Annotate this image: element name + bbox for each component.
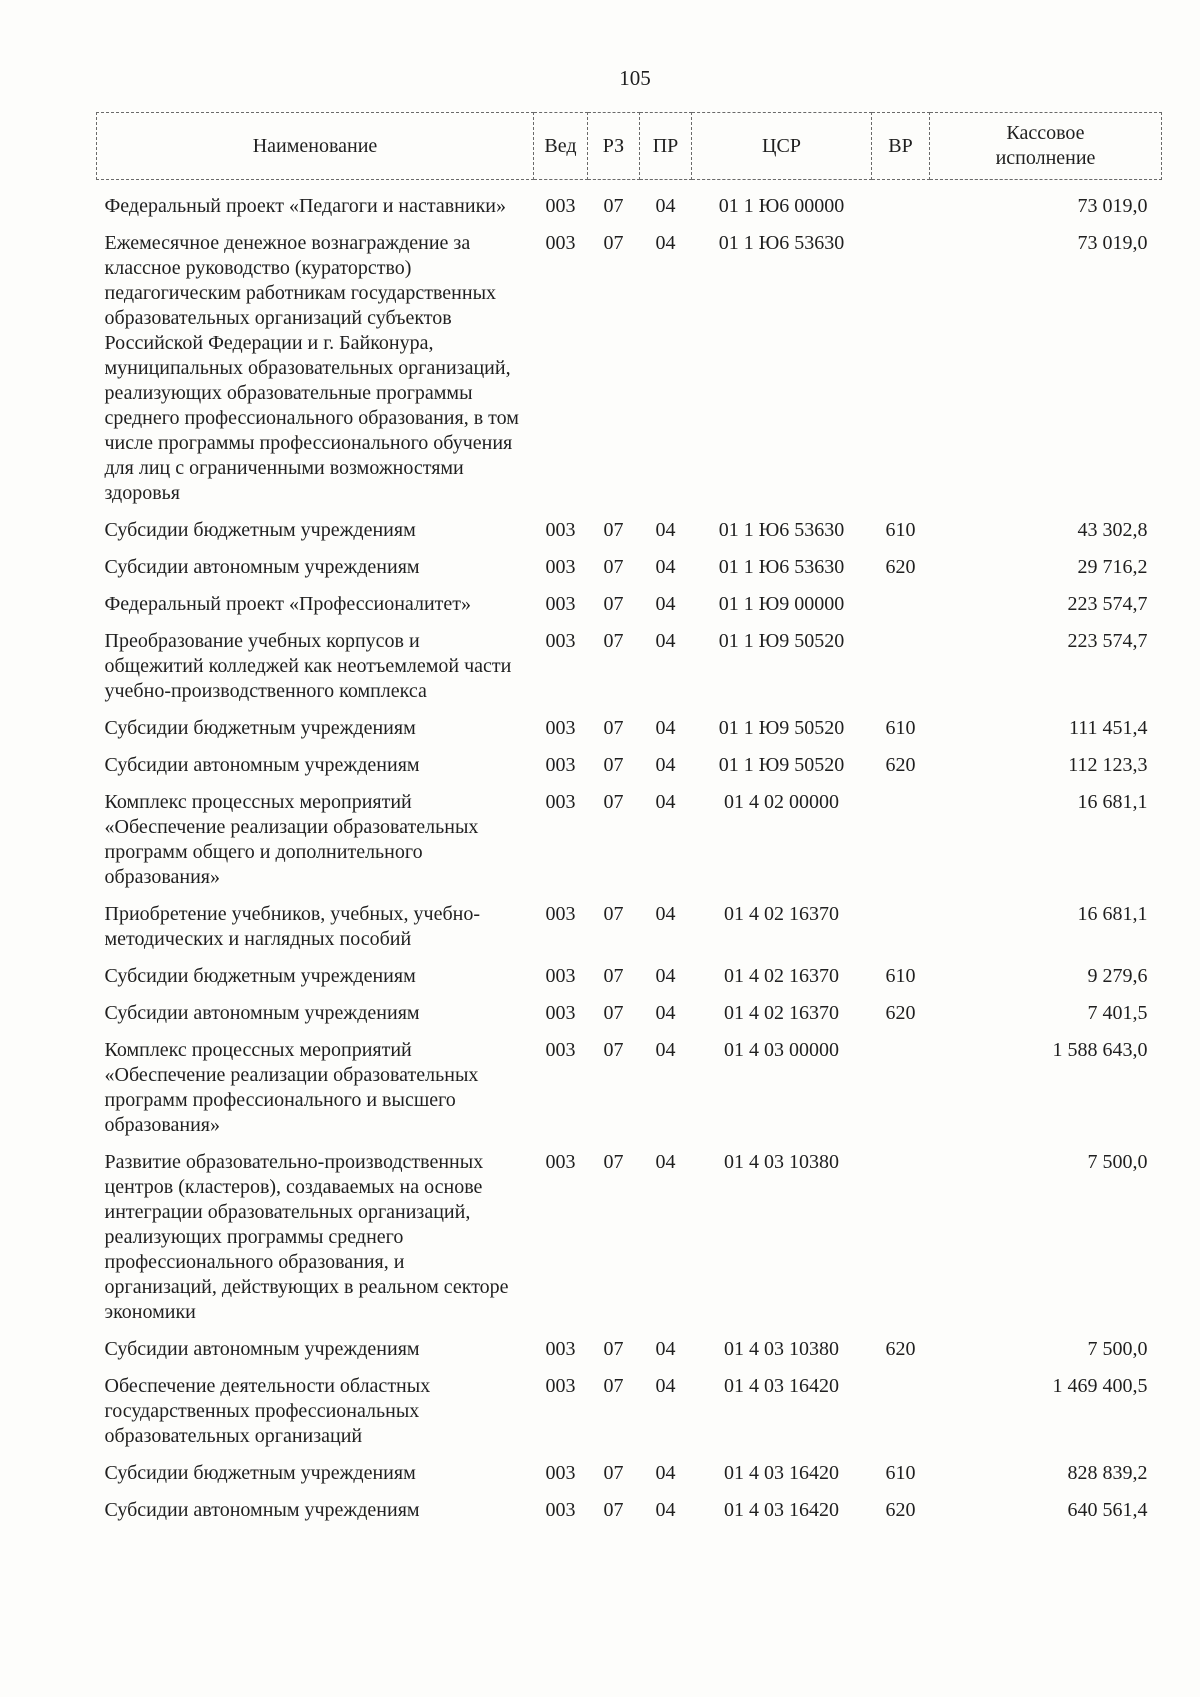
header-rz: РЗ [588,113,640,180]
cell-rz: 07 [603,1151,624,1173]
cell-rz: 07 [603,519,624,541]
cell-name: Федеральный проект «Профессионалитет» [104,593,472,615]
cell-rz: 07 [603,1499,624,1521]
cell-pr: 04 [655,717,676,739]
cell-vr [872,223,930,510]
cell-csr: 01 4 02 00000 [724,791,839,813]
table-body [97,180,1162,1528]
page-number: 105 [619,66,651,90]
header-pr: ПР [640,113,692,180]
cell-amount: 29 716,2 [1077,556,1148,578]
table-row [97,180,1162,224]
cell-ved: 003 [545,791,576,813]
cell-amount: 16 681,1 [1077,791,1148,813]
cell-ved: 003 [545,754,576,776]
cell-ved: 003 [545,1375,576,1397]
cell-amount: 16 681,1 [1077,903,1148,925]
cell-rz: 07 [603,965,624,987]
cell-pr: 04 [655,903,676,925]
cell-amount: 640 561,4 [1067,1499,1148,1521]
cell-amount: 112 123,3 [1068,754,1148,776]
cell-csr: 01 1 Ю6 53630 [718,232,845,254]
cell-pr: 04 [655,556,676,578]
cell-pr: 04 [655,593,676,615]
cell-amount: 828 839,2 [1067,1462,1148,1484]
table-row [97,745,1162,782]
cell-amount: 73 019,0 [1077,232,1148,254]
cell-csr: 01 4 02 16370 [724,903,839,925]
cell-vr: 620 [885,556,916,578]
cell-vr: 620 [885,754,916,776]
cell-pr: 04 [655,791,676,813]
cell-amount: 7 500,0 [1087,1151,1148,1173]
cell-amount: 223 574,7 [1067,593,1148,615]
cell-ved: 003 [545,1462,576,1484]
cell-vr [872,1142,930,1329]
table-row [97,547,1162,584]
table-row [97,1490,1162,1527]
cell-rz: 07 [603,1002,624,1024]
cell-vr: 610 [885,1462,916,1484]
cell-ved: 003 [545,965,576,987]
table-row [97,1366,1162,1453]
cell-amount: 223 574,7 [1067,630,1148,652]
cell-pr: 04 [655,965,676,987]
table-row [97,993,1162,1030]
cell-rz: 07 [603,903,624,925]
cell-ved: 003 [545,1039,576,1061]
cell-csr: 01 1 Ю9 00000 [718,593,845,615]
cell-csr: 01 4 02 16370 [724,1002,839,1024]
cell-pr: 04 [655,1151,676,1173]
cell-ved: 003 [545,630,576,652]
table-row [97,621,1162,708]
cell-pr: 04 [655,630,676,652]
cell-name: Субсидии бюджетным учреждениям [104,717,416,739]
cell-vr [872,180,930,224]
cell-name: Субсидии бюджетным учреждениям [104,965,416,987]
cell-name: Субсидии автономным учреждениям [104,1002,420,1024]
cell-rz: 07 [603,1338,624,1360]
cell-csr: 01 4 03 16420 [724,1462,839,1484]
cell-name: Обеспечение деятельности областных государственных профессиональных образовательных организаций [104,1375,431,1447]
cell-csr: 01 4 03 16420 [724,1375,839,1397]
cell-name: Преобразование учебных корпусов и общежитий колледжей как неотъемлемой части учебно-производственного комплекса [104,630,512,702]
cell-vr [872,584,930,621]
table-row [97,1142,1162,1329]
cell-pr: 04 [655,1002,676,1024]
cell-csr: 01 1 Ю6 00000 [718,195,845,217]
cell-pr: 04 [655,1375,676,1397]
cell-ved: 003 [545,1338,576,1360]
cell-rz: 07 [603,717,624,739]
cell-amount: 1 469 400,5 [1052,1375,1148,1397]
cell-pr: 04 [655,1039,676,1061]
cell-csr: 01 1 Ю9 50520 [718,630,845,652]
cell-rz: 07 [603,195,624,217]
cell-ved: 003 [545,717,576,739]
cell-pr: 04 [655,1499,676,1521]
budget-table [96,112,1162,1527]
cell-vr: 620 [885,1002,916,1024]
cell-name: Субсидии автономным учреждениям [104,754,420,776]
cell-vr: 610 [885,717,916,739]
table-row [97,510,1162,547]
cell-name: Субсидии автономным учреждениям [104,556,420,578]
table-row [97,782,1162,894]
cell-pr: 04 [655,754,676,776]
cell-vr: 620 [885,1338,916,1360]
cell-amount: 111 451,4 [1068,717,1148,739]
table-row [97,1030,1162,1142]
cell-ved: 003 [545,593,576,615]
header-vr: ВР [872,113,930,180]
cell-name: Развитие образовательно-производственных центров (кластеров), создаваемых на основе интеграции образовательных организаций, реализующих программы среднего профессионального образования, и организаций, действующих в реальном секторе экономики [104,1151,509,1323]
cell-name: Приобретение учебников, учебных, учебно-методических и наглядных пособий [104,903,480,950]
cell-ved: 003 [545,556,576,578]
cell-ved: 003 [545,1499,576,1521]
cell-name: Комплекс процессных мероприятий «Обеспечение реализации образовательных программ общего и дополнительного образования» [104,791,479,888]
cell-csr: 01 4 03 10380 [724,1338,839,1360]
budget-table-container [96,112,1161,1527]
cell-vr: 620 [885,1499,916,1521]
header-name: Наименование [97,113,534,180]
cell-name: Субсидии бюджетным учреждениям [104,519,416,541]
cell-name: Комплекс процессных мероприятий «Обеспечение реализации образовательных программ профессионального и высшего образования» [104,1039,479,1136]
cell-name: Ежемесячное денежное вознаграждение за классное руководство (кураторство) педагогическим работникам государственных образовательных организаций субъектов Российской Федерации и г. Байконура, муниципальных образовательных организаций, реализующих образовательные программы среднего профессионального образования, в том числе программы профессионального обучения для лиц с ограниченными возможностями здоровья [104,232,519,504]
table-row [97,956,1162,993]
cell-amount: 73 019,0 [1077,195,1148,217]
cell-rz: 07 [603,1462,624,1484]
cell-rz: 07 [603,232,624,254]
table-row [97,708,1162,745]
cell-amount: 9 279,6 [1087,965,1148,987]
cell-pr: 04 [655,232,676,254]
cell-vr: 610 [885,519,916,541]
cell-csr: 01 4 03 10380 [724,1151,839,1173]
cell-rz: 07 [603,1039,624,1061]
cell-rz: 07 [603,630,624,652]
cell-csr: 01 1 Ю9 50520 [718,717,845,739]
cell-ved: 003 [545,1151,576,1173]
header-ved: Вед [534,113,588,180]
cell-rz: 07 [603,754,624,776]
cell-vr [872,894,930,956]
cell-amount: 7 401,5 [1087,1002,1148,1024]
cell-name: Федеральный проект «Педагоги и наставники» [104,195,506,217]
cell-ved: 003 [545,519,576,541]
cell-vr [872,1366,930,1453]
cell-rz: 07 [603,1375,624,1397]
table-header [97,113,1162,180]
cell-ved: 003 [545,232,576,254]
table-row [97,894,1162,956]
cell-ved: 003 [545,195,576,217]
cell-csr: 01 4 03 00000 [724,1039,839,1061]
cell-csr: 01 1 Ю9 50520 [718,754,845,776]
cell-amount: 43 302,8 [1077,519,1148,541]
cell-csr: 01 1 Ю6 53630 [718,556,845,578]
cell-pr: 04 [655,1462,676,1484]
table-row [97,1329,1162,1366]
cell-rz: 07 [603,791,624,813]
table-row [97,1453,1162,1490]
cell-pr: 04 [655,195,676,217]
cell-amount: 1 588 643,0 [1052,1039,1148,1061]
header-csr: ЦСР [692,113,872,180]
cell-rz: 07 [603,593,624,615]
cell-vr: 610 [885,965,916,987]
cell-csr: 01 4 03 16420 [724,1499,839,1521]
cell-pr: 04 [655,1338,676,1360]
cell-ved: 003 [545,903,576,925]
cell-ved: 003 [545,1002,576,1024]
table-row [97,584,1162,621]
cell-csr: 01 4 02 16370 [724,965,839,987]
cell-vr [872,621,930,708]
cell-vr [872,1030,930,1142]
table-row [97,223,1162,510]
cell-rz: 07 [603,556,624,578]
cell-name: Субсидии бюджетным учреждениям [104,1462,416,1484]
cell-pr: 04 [655,519,676,541]
cell-name: Субсидии автономным учреждениям [104,1338,420,1360]
cell-amount: 7 500,0 [1087,1338,1148,1360]
cell-name: Субсидии автономным учреждениям [104,1499,420,1521]
cell-csr: 01 1 Ю6 53630 [718,519,845,541]
cell-vr [872,782,930,894]
header-amount: Кассовое исполнение [930,113,1162,180]
